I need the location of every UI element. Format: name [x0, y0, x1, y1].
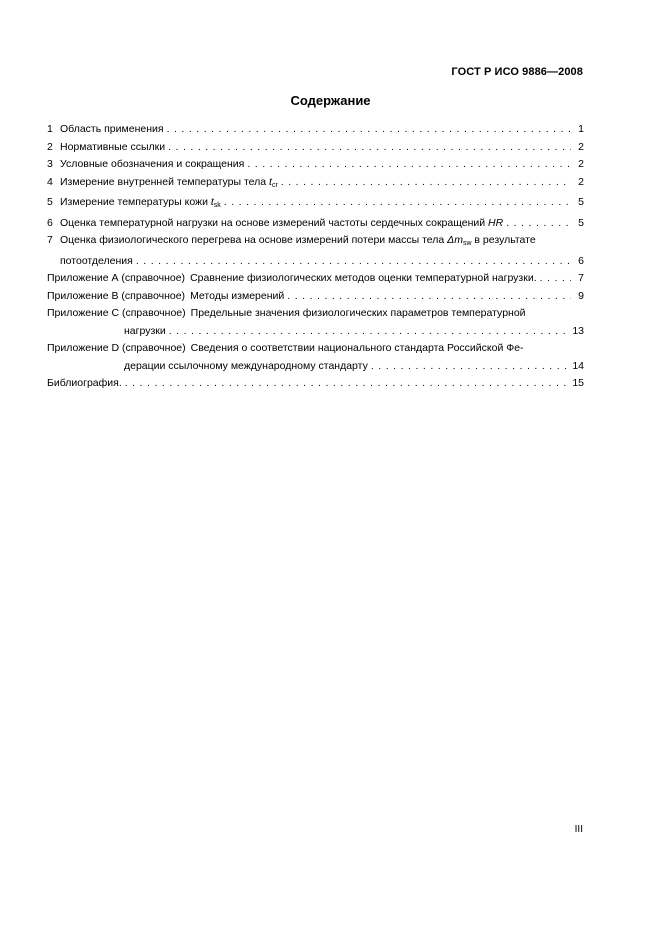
toc-entry-page: 2 — [578, 158, 584, 170]
toc-entry-5[interactable] — [47, 194, 584, 215]
toc-bibliography[interactable] — [47, 375, 584, 393]
toc-entry-page: 2 — [578, 140, 584, 153]
toc-entry-number: 6 — [47, 216, 53, 229]
toc-appendix-b[interactable] — [47, 288, 584, 306]
toc-entry-label-text: Измерение температуры кожи — [60, 196, 211, 208]
appendix-label-continued: нагрузки — [124, 324, 166, 337]
toc-entry-label: Область применения — [60, 123, 164, 135]
bibliography-label: Библиография. — [47, 377, 122, 389]
leader-dots — [167, 121, 571, 139]
toc-entry-page: 13 — [572, 324, 584, 337]
toc-entry-4[interactable] — [47, 174, 584, 195]
appendix-label: Сравнение физиологических методов оценки температурной нагрузки. — [190, 272, 537, 284]
toc-entry-number: 2 — [47, 140, 53, 153]
leader-dots — [281, 174, 571, 192]
toc-entry-label — [60, 194, 221, 215]
leader-dots — [247, 156, 571, 174]
toc-entry-number: 3 — [47, 158, 53, 170]
leader-dots — [136, 253, 571, 271]
toc-entry-number: 4 — [47, 175, 53, 188]
appendix-label: Предельные значения физиологических параметров температурной — [190, 307, 526, 319]
toc-entry-page: 14 — [572, 359, 584, 372]
table-of-contents — [47, 121, 584, 393]
leader-dots — [506, 215, 571, 233]
toc-entry-label — [60, 232, 536, 253]
variable-symbol: Δm — [447, 234, 463, 246]
toc-entry-label — [60, 215, 503, 233]
toc-entry-label-text: Оценка температурной нагрузки на основе измерений частоты сердечных сокращений — [60, 216, 489, 229]
appendix-prefix: Приложение А (справочное) — [47, 272, 186, 284]
leader-dots — [287, 288, 571, 306]
variable-subscript: cr — [271, 181, 278, 189]
toc-entry-page: 2 — [578, 175, 584, 188]
toc-entry-label: Нормативные ссылки — [60, 140, 166, 153]
variable-subscript: sw — [462, 240, 472, 247]
leader-dots — [224, 194, 571, 212]
toc-title: Содержание — [290, 93, 371, 108]
toc-entry-label-text: Измерение внутренней температуры тела — [60, 175, 270, 188]
appendix-label: Сведения о соответствии национального стандарта Российской Фе- — [190, 342, 524, 354]
appendix-prefix: Приложение D (справочное) — [47, 342, 186, 354]
appendix-prefix: Приложение В (справочное) — [47, 289, 186, 302]
toc-entry-page: 15 — [572, 377, 584, 389]
leader-dots — [125, 375, 570, 393]
leader-dots — [168, 139, 571, 157]
leader-dots — [169, 323, 570, 341]
toc-entry-page: 5 — [578, 196, 584, 208]
variable-symbol: t — [269, 175, 272, 188]
toc-entry-7[interactable] — [47, 232, 584, 270]
toc-entry-label — [60, 174, 278, 195]
page-number: III — [574, 824, 583, 835]
toc-entry-page: 6 — [578, 254, 584, 267]
variable-symbol: t — [210, 196, 214, 208]
leader-dots — [540, 270, 571, 288]
toc-entry-number: 7 — [47, 234, 53, 246]
appendix-label-continued: дерации ссылочному международному стандарту — [124, 359, 368, 372]
toc-entry-number: 1 — [47, 123, 53, 135]
toc-appendix-a[interactable] — [47, 270, 584, 288]
toc-entry-1[interactable] — [47, 121, 584, 139]
toc-entry-number: 5 — [47, 196, 53, 208]
variable-subscript: sk — [213, 202, 221, 209]
toc-entry-page: 9 — [578, 289, 584, 302]
toc-entry-3[interactable] — [47, 156, 584, 174]
toc-appendix-c[interactable] — [47, 305, 584, 340]
toc-entry-label: Условные обозначения и сокращения — [60, 158, 245, 170]
appendix-prefix: Приложение С (справочное) — [47, 307, 186, 319]
toc-entry-label-text: Оценка физиологического перегрева на основе измерений потери массы тела — [60, 234, 448, 246]
toc-entry-label-continued: потоотделения — [60, 254, 133, 267]
document-header: ГОСТ Р ИСО 9886—2008 — [451, 66, 583, 78]
toc-entry-page: 7 — [578, 272, 584, 284]
toc-entry-label-tail: в результате — [471, 234, 536, 246]
variable-symbol: HR — [488, 216, 504, 229]
toc-entry-2[interactable] — [47, 139, 584, 157]
toc-entry-page: 5 — [578, 216, 584, 229]
toc-entry-page: 1 — [578, 123, 584, 135]
appendix-label: Методы измерений — [190, 289, 285, 302]
leader-dots — [371, 358, 569, 376]
toc-entry-6[interactable] — [47, 215, 584, 233]
toc-appendix-d[interactable] — [47, 340, 584, 375]
